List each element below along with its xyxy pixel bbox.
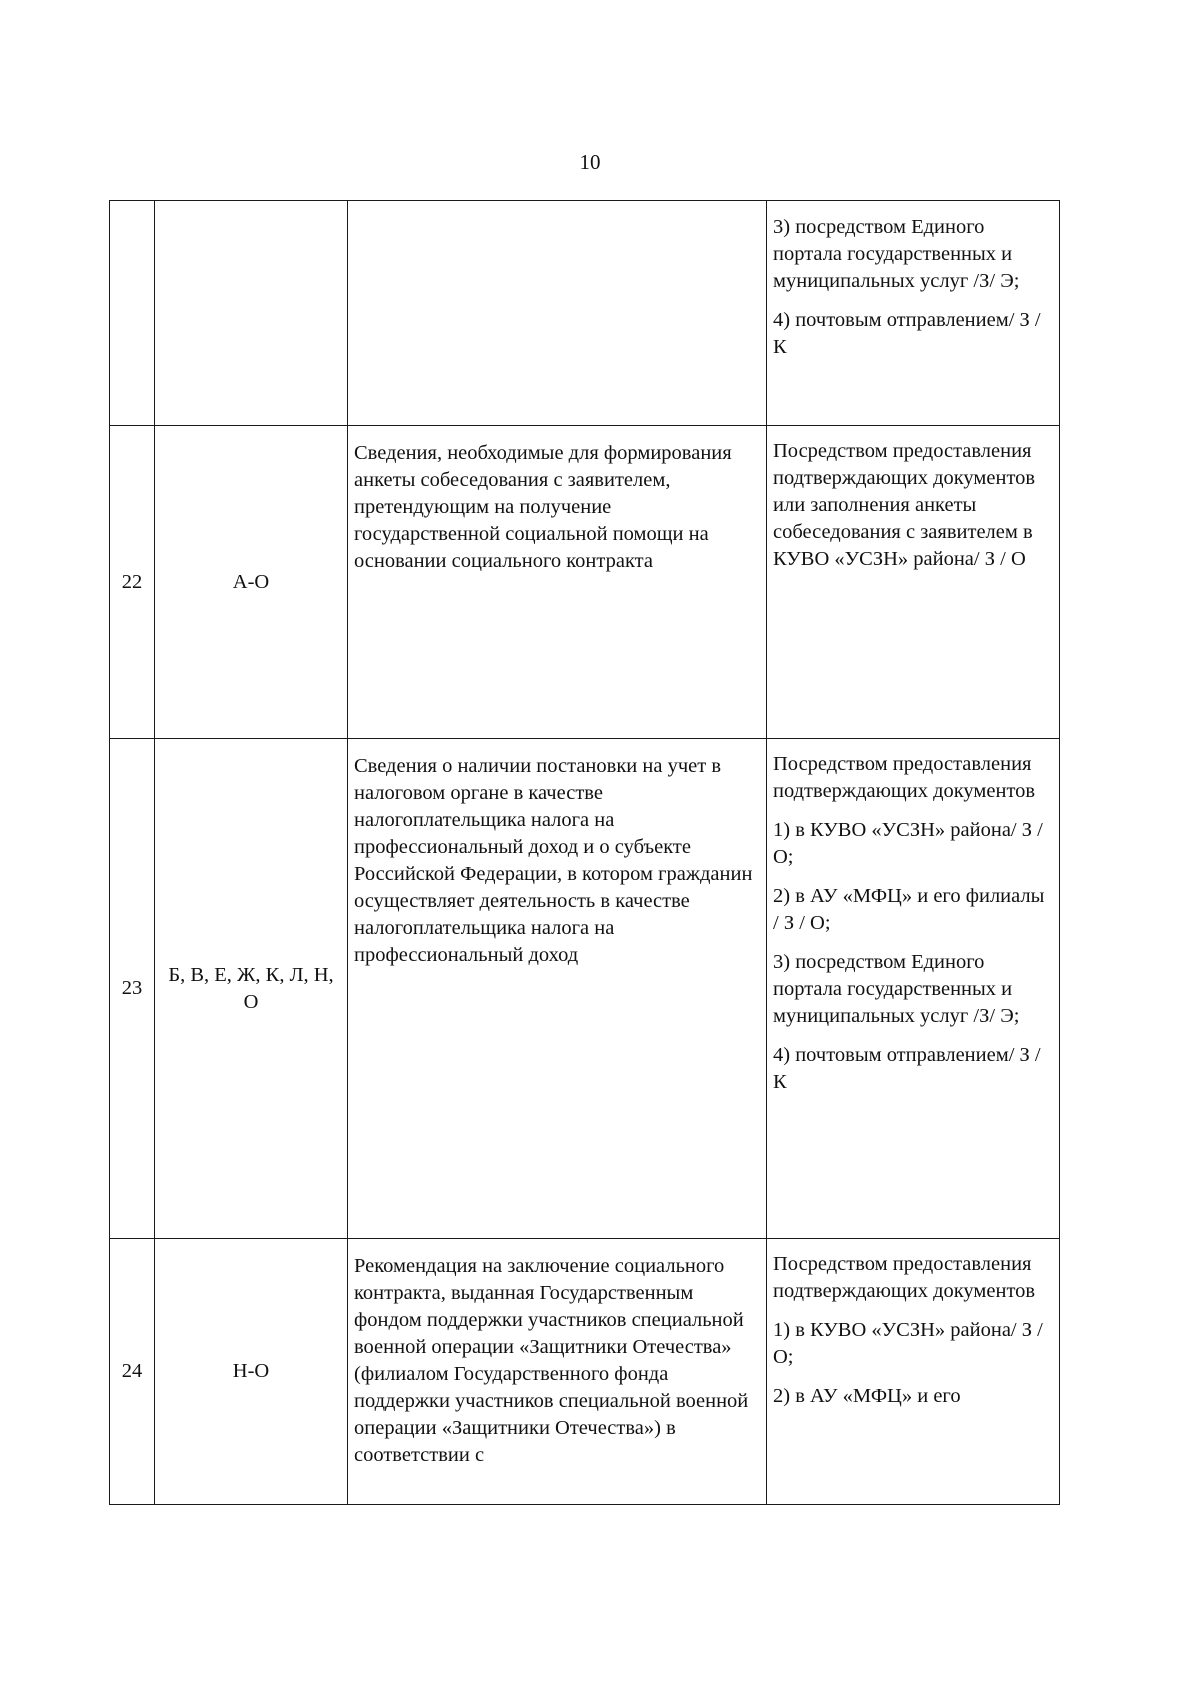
page-number: 10 [579,150,601,174]
info-text: Сведения, необходимые для формирования анкеты собеседования с заявителем, претендующим на получение государственной социальной помощи на основании социального контракта [354,442,732,572]
row-number-cell: 22 [110,426,155,739]
table-row [110,201,1060,426]
info-text: Рекомендация на заключение социального контракта, выданная Государственным фондом поддержки участников специальной военной операции «Защитники Отечества» (филиалом Государственного фонда поддержки участников специальной военной операции «Защитники Отечества») в соответствии с [354,1255,749,1466]
table-row [110,426,1060,739]
method-item: 1) в КУВО «УСЗН» района/ З / О; [773,819,1043,868]
row-number-cell [110,201,155,426]
row-number-cell: 24 [110,1239,155,1505]
document-table [109,200,1060,1505]
method-cell [767,1239,1060,1505]
method-item: 3) посредством Единого портала государственных и муниципальных услуг /З/ Э; [773,951,1020,1027]
info-cell [348,1239,767,1505]
category-cell [155,201,348,426]
method-cell [767,739,1060,1239]
method-item: 2) в АУ «МФЦ» и его [773,1385,961,1407]
method-cell [767,201,1060,426]
method-item: 2) в АУ «МФЦ» и его филиалы / З / О; [773,885,1045,934]
method-cell [767,426,1060,739]
method-item: 4) почтовым отправлением/ З / К [773,309,1041,358]
table-row [110,1239,1060,1505]
table-row [110,739,1060,1239]
category-cell: Б, В, Е, Ж, К, Л, Н, О [155,739,348,1239]
method-item: Посредством предоставления подтверждающих документов [773,753,1036,802]
method-item: 1) в КУВО «УСЗН» района/ З / О; [773,1319,1043,1368]
category-cell: А-О [155,426,348,739]
method-item: Посредством предоставления подтверждающих документов или заполнения анкеты собеседования с заявителем в КУВО «УСЗН» района/ З / О [773,440,1036,570]
method-item: Посредством предоставления подтверждающих документов [773,1253,1036,1302]
category-cell: Н-О [155,1239,348,1505]
info-text: Сведения о наличии постановки на учет в налоговом органе в качестве налогоплательщика налога на профессиональный доход и о субъекте Российской Федерации, в котором гражданин осуществляет деятельность в качестве налогоплательщика налога на профессиональный доход [354,755,753,966]
info-cell [348,426,767,739]
row-number-cell: 23 [110,739,155,1239]
info-cell [348,739,767,1239]
method-item: 4) почтовым отправлением/ З / К [773,1044,1041,1093]
info-cell [348,201,767,426]
method-item: 3) посредством Единого портала государственных и муниципальных услуг /З/ Э; [773,216,1020,292]
